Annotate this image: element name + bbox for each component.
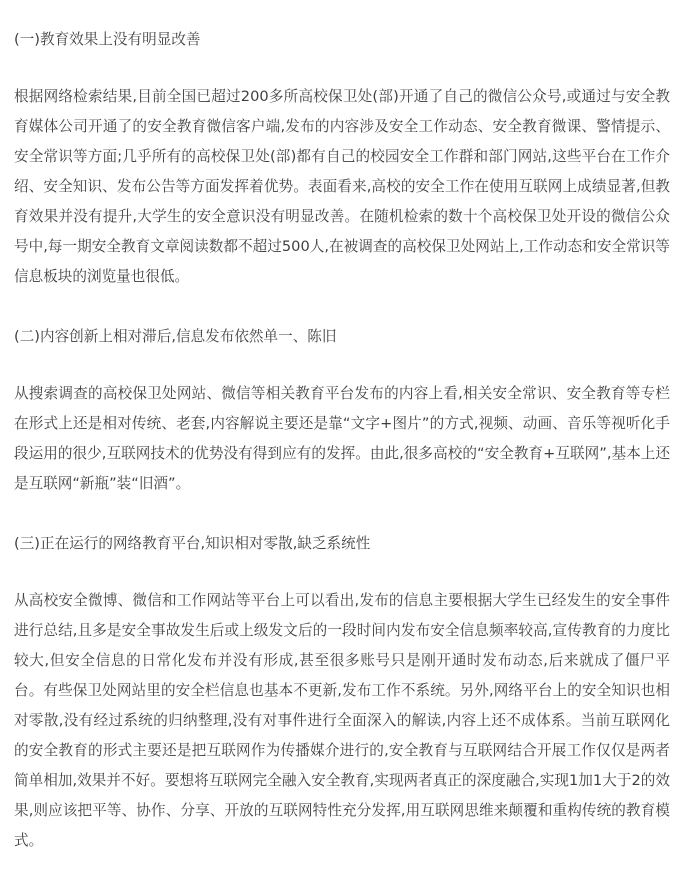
section-3-paragraph: 从高校安全微博、微信和工作网站等平台上可以看出,发布的信息主要根据大学生已经发生的安全事件进行总结,且多是安全事故发生后或上级发文后的一段时间内发布安全信息频率较高,宣传教育的力度比较大,但安全信息的日常化发布并没有形成,甚至很多账号只是刚开通时发布动态,后来就成了僵尸平台。有些保卫处网站里的安全栏信息也基本不更新,发布工作不系统。另外,网络平台上的安全知识也相对零散,没有经过系统的归纳整理,没有对事件进行全面深入的解读,内容上还不成体系。当前互联网化的安全教育的形式主要还是把互联网作为传播媒介进行的,安全教育与互联网结合开展工作仅仅是两者简单相加,效果并不好。要想将互联网完全融入安全教育,实现两者真正的深度融合,实现1加1大于2的效果,则应该把平等、协作、分享、开放的互联网特性充分发挥,用互联网思维来颠覆和重构传统的教育模式。 <box>14 592 670 849</box>
section-platform-knowledge <box>14 529 670 856</box>
section-1-heading: (一)教育效果上没有明显改善 <box>14 31 201 48</box>
section-1-paragraph: 根据网络检索结果,目前全国已超过200多所高校保卫处(部)开通了自己的微信公众号,或通过与安全教育媒体公司开通了的安全教育微信客户端,发布的内容涉及安全工作动态、安全教育微课、警情提示、安全常识等方面;几乎所有的高校保卫处(部)都有自己的校园安全工作群和部门网站,这些平台在工作介绍、安全知识、发布公告等方面发挥着优势。表面看来,高校的安全工作在使用互联网上成绩显著,但教育效果并没有提升,大学生的安全意识没有明显改善。在随机检索的数十个高校保卫处开设的微信公众号中,每一期安全教育文章阅读数都不超过500人,在被调查的高校保卫处网站上,工作动态和安全常识等信息板块的浏览量也很低。 <box>14 88 670 285</box>
section-content-innovation <box>14 322 670 499</box>
section-2-heading: (二)内容创新上相对滞后,信息发布依然单一、陈旧 <box>14 328 337 345</box>
section-2-paragraph: 从搜索调查的高校保卫处网站、微信等相关教育平台发布的内容上看,相关安全常识、安全教育等专栏在形式上还是相对传统、老套,内容解说主要还是靠“文字+图片”的方式,视频、动画、音乐等视听化手段运用的很少,互联网技术的优势没有得到应有的发挥。由此,很多高校的“安全教育+互联网”,基本上还是互联网“新瓶”装“旧酒”。 <box>14 385 670 492</box>
section-3-heading: (三)正在运行的网络教育平台,知识相对零散,缺乏系统性 <box>14 535 371 552</box>
section-education-effect <box>14 25 670 292</box>
